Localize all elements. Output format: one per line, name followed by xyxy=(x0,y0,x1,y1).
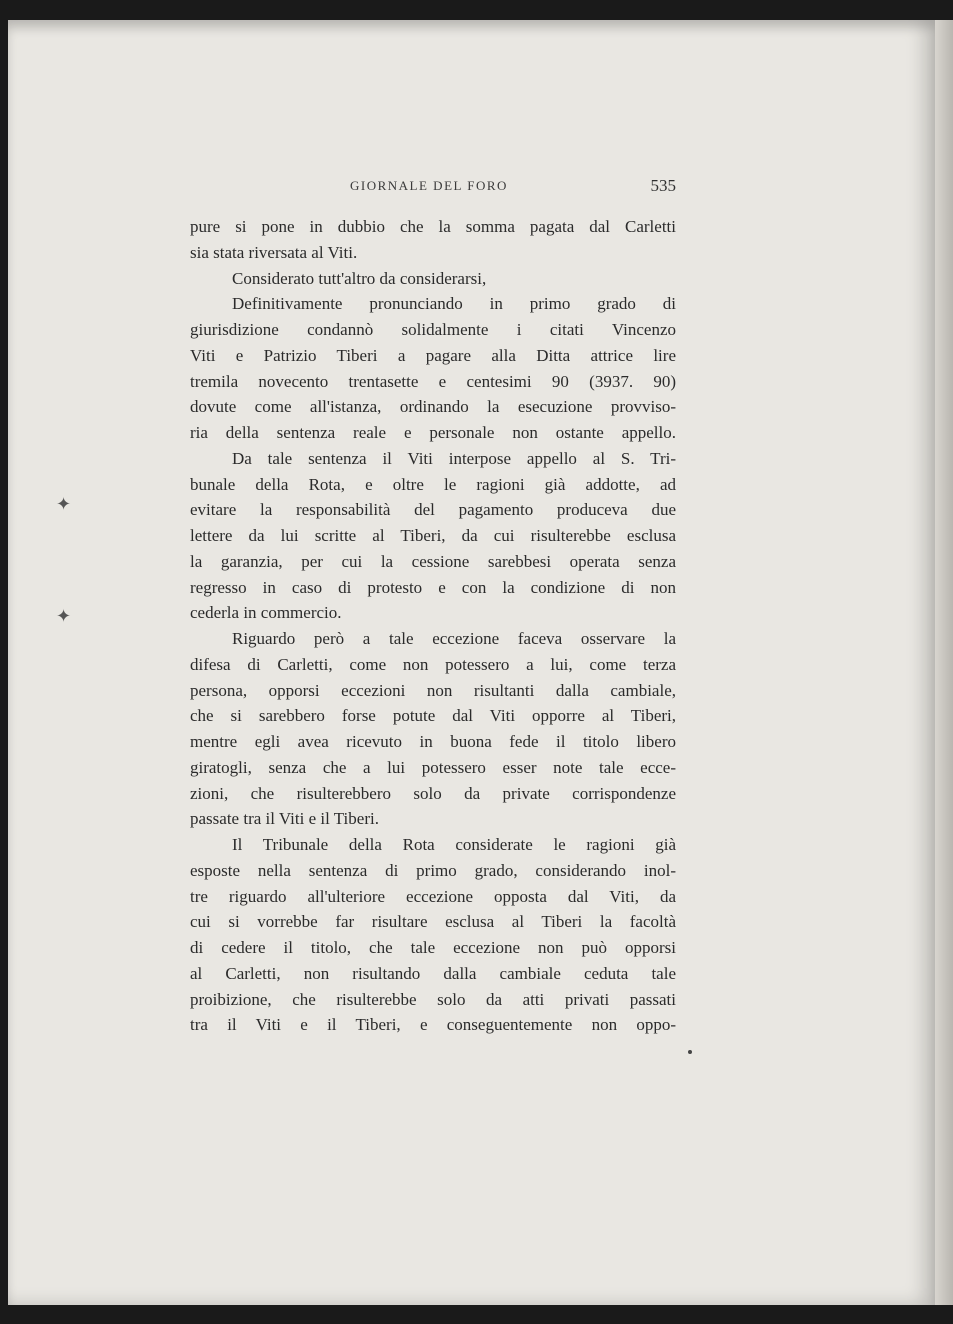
binding-mark-icon: ✦ xyxy=(56,494,72,515)
text-line: giratogli, senza che a lui potessero esser note tale ecce- xyxy=(190,757,676,777)
text-line: tremila novecento trentasette e centesimi 90 (3937. 90) xyxy=(190,371,676,391)
text-line: proibizione, che risulterebbe solo da atti privati passati xyxy=(190,989,676,1009)
text-line: pure si pone in dubbio che la somma pagata dal Carletti xyxy=(190,217,676,236)
text-line: Considerato tutt'altro da considerarsi, xyxy=(232,268,487,288)
text-line: sia stata riversata al Viti. xyxy=(190,242,358,262)
text-line: di cedere il titolo, che tale eccezione non può opporsi xyxy=(190,938,676,957)
text-line: Definitivamente pronunciando in primo grado di xyxy=(232,294,676,314)
text-line: evitare la responsabilità del pagamento produceva due xyxy=(190,500,676,520)
text-line: al Carletti, non risultando dalla cambiale ceduta tale xyxy=(190,963,676,983)
text-line: esposte nella sentenza di primo grado, considerando inol- xyxy=(190,860,676,880)
text-line: difesa di Carletti, come non potessero a lui, come terza xyxy=(190,654,676,674)
page-number: 535 xyxy=(650,176,676,195)
text-line: cui si vorrebbe far risultare esclusa al Tiberi la facoltà xyxy=(190,912,676,932)
text-line: persona, opporsi eccezioni non risultanti dalla cambiale, xyxy=(190,680,676,700)
text-line: ria della sentenza reale e personale non ostante appello. xyxy=(190,423,676,442)
text-line: passate tra il Viti e il Tiberi. xyxy=(190,809,379,829)
text-line: tre riguardo all'ulteriore eccezione opposta dal Viti, da xyxy=(190,886,676,906)
text-line: giurisdizione condannò solidalmente i citati Vincenzo xyxy=(190,320,676,339)
text-line: Il Tribunale della Rota considerate le ragioni già xyxy=(232,835,676,854)
text-line: mentre egli avea ricevuto in buona fede il titolo libero xyxy=(190,732,676,751)
running-head xyxy=(190,176,676,198)
running-title: GIORNALE DEL FORO xyxy=(350,178,508,193)
text-line: Viti e Patrizio Tiberi a pagare alla Ditta attrice lire xyxy=(190,345,676,365)
text-line: regresso in caso di protesto e con la condizione di non xyxy=(190,577,676,597)
text-line: cederla in commercio. xyxy=(190,603,342,623)
text-line: bunale della Rota, e oltre le ragioni già addotte, ad xyxy=(190,474,676,494)
binding-mark-icon: ✦ xyxy=(56,606,72,627)
text-line: la garanzia, per cui la cessione sarebbesi operata senza xyxy=(190,551,676,571)
text-line: dovute come all'istanza, ordinando la esecuzione provviso- xyxy=(190,397,676,417)
text-line: che si sarebbero forse potute dal Viti opporre al Tiberi, xyxy=(190,706,676,726)
text-line: lettere da lui scritte al Tiberi, da cui risulterebbe esclusa xyxy=(190,526,676,545)
body-text xyxy=(190,214,676,1038)
page-edge xyxy=(935,20,953,1305)
text-line: tra il Viti e il Tiberi, e conseguentemente non oppo- xyxy=(190,1015,676,1035)
text-line: zioni, che risulterebbero solo da private corrispondenze xyxy=(190,783,676,803)
margin-dot xyxy=(688,1050,692,1054)
text-line: Da tale sentenza il Viti interpose appello al S. Tri- xyxy=(232,448,676,468)
text-line: Riguardo però a tale eccezione faceva osservare la xyxy=(232,629,676,648)
